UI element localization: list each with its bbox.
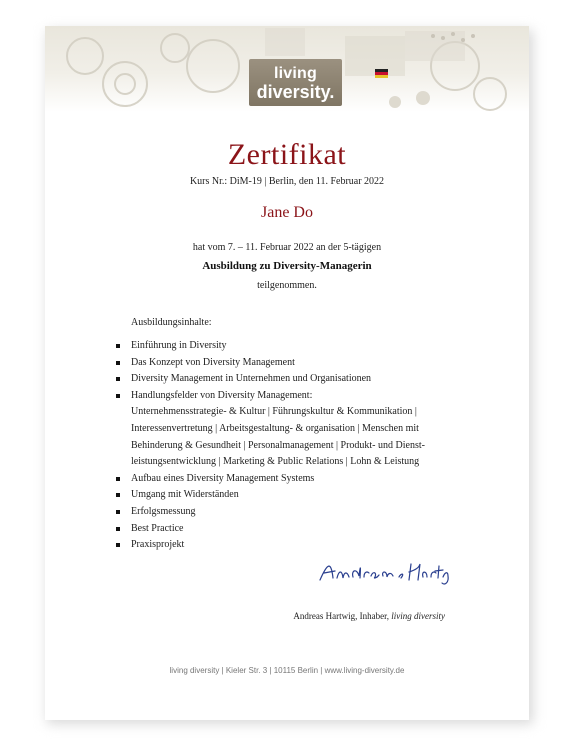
- bullet-icon: [116, 394, 120, 398]
- handwritten-signature: [315, 556, 455, 586]
- list-item: [115, 355, 455, 372]
- bullet-icon: [116, 510, 120, 514]
- course-title: Ausbildung zu Diversity-Managerin: [202, 260, 372, 272]
- handlungsfelder-line: Unternehmensstrategie- & Kultur | Führungskultur & Kommunikation |: [131, 406, 417, 418]
- list-item-text: Diversity Management in Unternehmen und Organisationen: [131, 373, 372, 385]
- list-item-text: Handlungsfelder von Diversity Management:: [131, 389, 313, 401]
- list-item: [115, 471, 455, 488]
- contents-heading: Ausbildungsinhalte:: [131, 317, 212, 328]
- list-item: [115, 338, 455, 355]
- list-item: [115, 521, 455, 538]
- list-item: [115, 371, 455, 388]
- list-item: [115, 487, 455, 504]
- logo-line1: living: [274, 65, 317, 82]
- header-banner: [45, 26, 529, 112]
- attendance-intro: hat vom 7. – 11. Februar 2022 an der 5-tägigen: [192, 242, 382, 253]
- list-item: [115, 537, 455, 554]
- list-item-text: Praxisprojekt: [131, 539, 185, 551]
- list-item-text: Erfolgsmessung: [131, 505, 196, 517]
- bullet-icon: [116, 543, 120, 547]
- list-item-text: Das Konzept von Diversity Management: [131, 356, 295, 368]
- footer-address: living diversity | Kieler Str. 3 | 10115 Berlin | www.living-diversity.de: [169, 666, 405, 675]
- logo-line2: diversity.: [256, 82, 335, 102]
- living-diversity-logo: [249, 59, 342, 106]
- list-item: [115, 388, 455, 471]
- list-item-text: Einführung in Diversity: [131, 340, 227, 351]
- handlungsfelder-line: Interessenvertretung | Arbeitsgestaltung- & organisation | Menschen mit: [131, 422, 419, 434]
- list-item: [115, 504, 455, 521]
- bullet-icon: [116, 477, 120, 481]
- bullet-icon: [116, 527, 120, 531]
- course-info: Kurs Nr.: DiM-19 | Berlin, den 11. Februar 2022: [189, 176, 385, 187]
- bullet-icon: [116, 344, 120, 348]
- bullet-icon: [116, 361, 120, 365]
- certificate-page: [45, 26, 529, 720]
- bullet-icon: [116, 493, 120, 497]
- list-item-text: Aufbau eines Diversity Management Systems: [131, 472, 315, 484]
- handlungsfelder-line: Behinderung & Gesundheit | Personalmanagement | Produkt- und Dienst-: [131, 439, 425, 451]
- signer-company: living diversity: [391, 611, 445, 621]
- recipient-name: Jane Do: [261, 204, 313, 221]
- signer-caption: [293, 611, 445, 621]
- list-item-text: Umgang mit Widerständen: [131, 489, 239, 501]
- certificate-title: Zertifikat: [227, 138, 347, 171]
- bullet-icon: [116, 377, 120, 381]
- handlungsfelder-line: leistungsentwicklung | Marketing & Public Relations | Lohn & Leistung: [131, 456, 420, 468]
- contents-list: [115, 338, 455, 554]
- list-item-text: Best Practice: [131, 522, 184, 534]
- signer-text: Andreas Hartwig, Inhaber,: [293, 611, 392, 621]
- attendance-closing: teilgenommen.: [257, 280, 317, 291]
